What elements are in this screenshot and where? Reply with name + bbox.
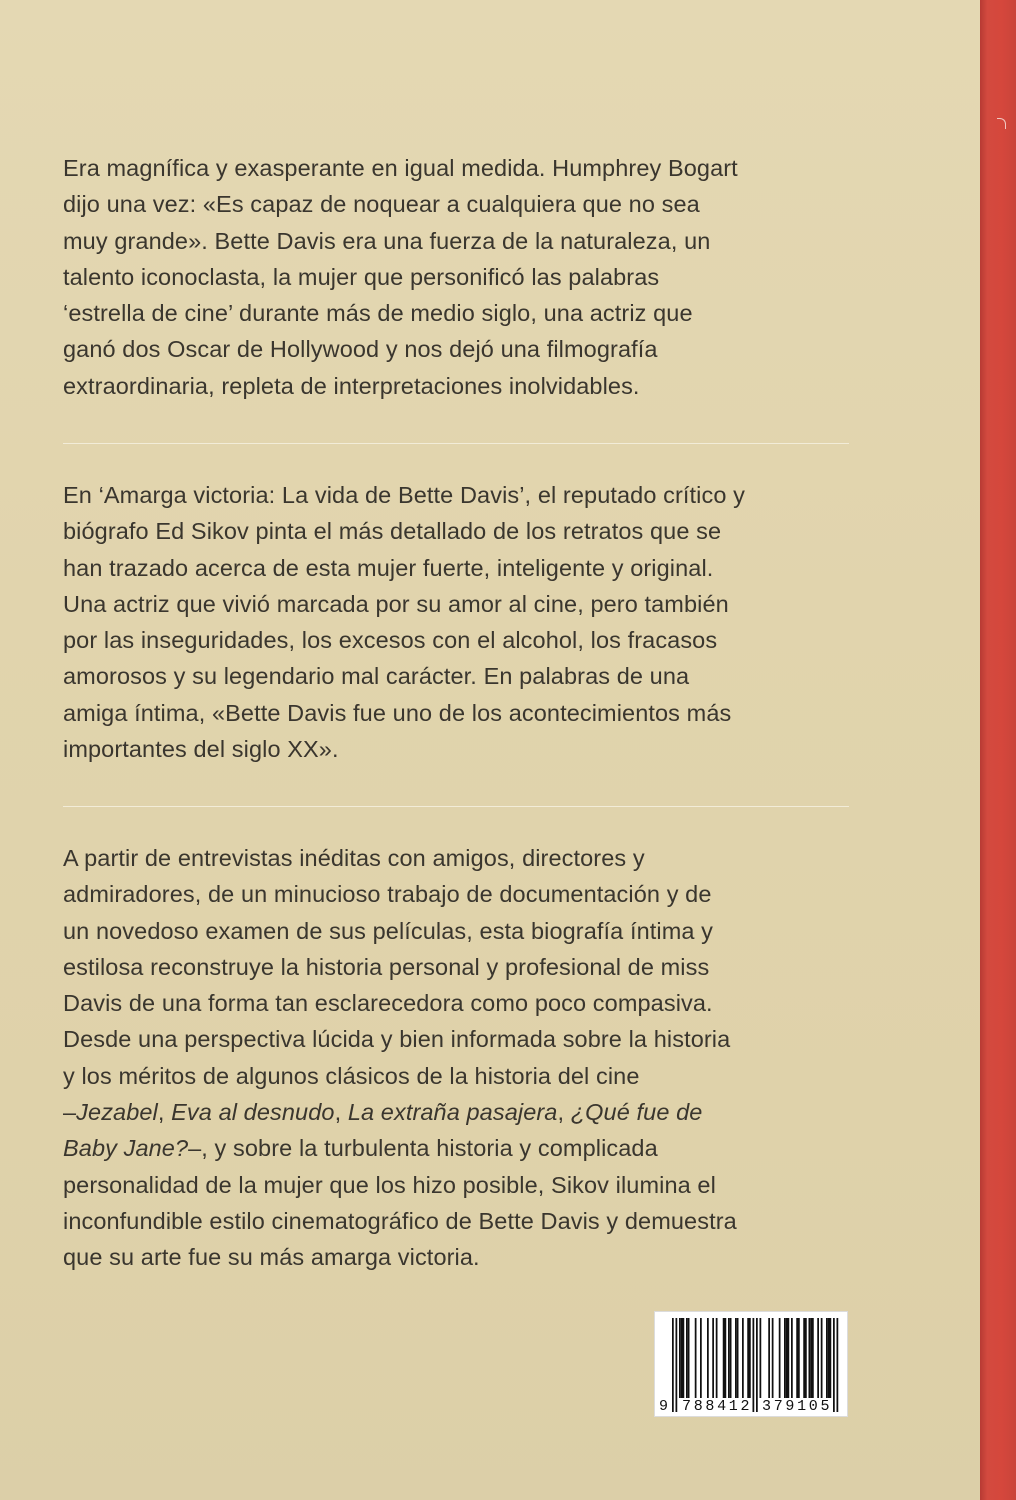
barcode-bar bbox=[786, 1318, 788, 1398]
barcode-bar bbox=[817, 1318, 819, 1398]
barcode-bar bbox=[707, 1318, 709, 1398]
text-line: ‘estrella de cine’ durante más de medio siglo, una actriz que bbox=[63, 300, 693, 327]
text-fragment: , y sobre la turbulenta historia y complicada bbox=[201, 1135, 658, 1162]
barcode-bar bbox=[728, 1318, 730, 1398]
film-title-baby-jane-part-1: ¿Qué fue de bbox=[570, 1099, 703, 1126]
text-line: ganó dos Oscar de Hollywood y nos dejó una filmografía bbox=[63, 336, 658, 363]
barcode-bar bbox=[760, 1318, 762, 1398]
dash: – bbox=[188, 1135, 202, 1162]
barcode-bar bbox=[679, 1318, 681, 1398]
barcode-bar bbox=[686, 1318, 688, 1398]
text-line: Davis de una forma tan esclarecedora como poco compasiva. bbox=[63, 990, 713, 1017]
dash: – bbox=[63, 1099, 77, 1126]
separator: , bbox=[334, 1099, 348, 1126]
barcode-left-digits: 788412 bbox=[682, 1398, 753, 1415]
film-title-eva-al-desnudo: Eva al desnudo bbox=[171, 1099, 335, 1126]
barcode-bar bbox=[805, 1318, 807, 1398]
text-line: inconfundible estilo cinematográfico de Bette Davis y demuestra bbox=[63, 1207, 737, 1234]
text-line: muy grande». Bette Davis era una fuerza de la naturaleza, un bbox=[63, 227, 711, 254]
film-title-baby-jane-part-2: Baby Jane? bbox=[63, 1135, 189, 1162]
text-line: talento iconoclasta, la mujer que personificó las palabras bbox=[63, 263, 660, 290]
barcode-bar bbox=[768, 1318, 770, 1398]
barcode-bar bbox=[830, 1318, 832, 1398]
text-line: un novedoso examen de sus películas, esta biografía íntima y bbox=[63, 917, 714, 944]
barcode-bar bbox=[681, 1318, 683, 1398]
text-line: Una actriz que vivió marcada por su amor al cine, pero también bbox=[63, 590, 729, 617]
text-line: En ‘Amarga victoria: La vida de Bette Davis’, el reputado crítico y bbox=[63, 482, 745, 508]
barcode-bar bbox=[730, 1318, 732, 1398]
synopsis-paragraph-3 bbox=[63, 840, 853, 1276]
barcode-bar bbox=[688, 1318, 690, 1398]
text-line: Desde una perspectiva lúcida y bien informada sobre la historia bbox=[63, 1026, 731, 1053]
barcode-bar bbox=[737, 1318, 739, 1398]
barcode-bar bbox=[784, 1318, 786, 1398]
film-titles-line bbox=[63, 1130, 853, 1166]
barcode-bar bbox=[747, 1318, 749, 1398]
barcode-right-digits: 379105 bbox=[762, 1398, 833, 1415]
barcode-bar bbox=[716, 1318, 718, 1398]
barcode-bar bbox=[828, 1318, 830, 1398]
barcode-bar bbox=[810, 1318, 812, 1398]
barcode-bar bbox=[821, 1318, 823, 1398]
text-line: por las inseguridades, los excesos con el alcohol, los fracasos bbox=[63, 627, 718, 654]
synopsis-paragraph-2 bbox=[63, 477, 853, 767]
text-line: que su arte fue su más amarga victoria. bbox=[63, 1244, 480, 1271]
isbn-barcode bbox=[654, 1311, 848, 1417]
barcode-bar bbox=[791, 1318, 793, 1398]
barcode-bar bbox=[695, 1318, 697, 1398]
text-line: extraordinaria, repleta de interpretaciones inolvidables. bbox=[63, 372, 640, 399]
barcode-bar bbox=[700, 1318, 702, 1398]
text-line: personalidad de la mujer que los hizo posible, Sikov ilumina el bbox=[63, 1171, 716, 1198]
film-titles-line bbox=[63, 1094, 853, 1130]
barcode-bar bbox=[826, 1318, 828, 1398]
film-title-jezabel: Jezabel bbox=[76, 1099, 158, 1126]
section-divider bbox=[63, 443, 849, 444]
barcode-bar bbox=[779, 1318, 781, 1398]
barcode-digits bbox=[655, 1398, 849, 1416]
separator: , bbox=[557, 1099, 571, 1126]
barcode-bar bbox=[812, 1318, 814, 1398]
text-line: estilosa reconstruye la historia personal y profesional de miss bbox=[63, 953, 710, 980]
barcode-bar bbox=[725, 1318, 727, 1398]
text-line: Era magnífica y exasperante en igual medida. Humphrey Bogart bbox=[63, 155, 738, 181]
spine-edge bbox=[980, 0, 1016, 1500]
barcode-bar bbox=[809, 1318, 811, 1398]
barcode-bar bbox=[723, 1318, 725, 1398]
barcode-bar bbox=[749, 1318, 751, 1398]
barcode-lead-digit: 9 bbox=[659, 1398, 669, 1415]
barcode-bar bbox=[798, 1318, 800, 1398]
barcode-bar bbox=[796, 1318, 798, 1398]
barcode-bar bbox=[803, 1318, 805, 1398]
separator: , bbox=[157, 1099, 172, 1126]
barcode-bar bbox=[788, 1318, 790, 1398]
text-line: y los méritos de algunos clásicos de la historia del cine bbox=[63, 1062, 640, 1089]
text-line: importantes del siglo XX». bbox=[63, 736, 339, 763]
spine-scratch-mark bbox=[997, 118, 1006, 129]
text-line: dijo una vez: «Es capaz de noquear a cualquiera que no sea bbox=[63, 191, 700, 218]
barcode-bar bbox=[735, 1318, 737, 1398]
text-line: amiga íntima, «Bette Davis fue uno de los acontecimientos más bbox=[63, 699, 732, 726]
synopsis-paragraph-1 bbox=[63, 150, 853, 404]
barcode-bar bbox=[772, 1318, 774, 1398]
text-line: biógrafo Ed Sikov pinta el más detallado de los retratos que se bbox=[63, 518, 722, 545]
text-line: amorosos y su legendario mal carácter. En palabras de una bbox=[63, 663, 690, 690]
text-line: A partir de entrevistas inéditas con amigos, directores y bbox=[63, 845, 645, 871]
film-title-la-extrana-pasajera: La extraña pasajera bbox=[347, 1099, 558, 1126]
barcode-bar bbox=[712, 1318, 714, 1398]
section-divider bbox=[63, 806, 849, 807]
barcode-bar bbox=[742, 1318, 744, 1398]
text-line: admiradores, de un minucioso trabajo de documentación y de bbox=[63, 881, 712, 908]
text-line: han trazado acerca de esta mujer fuerte, inteligente y original. bbox=[63, 554, 714, 581]
barcode-bar bbox=[683, 1318, 685, 1398]
